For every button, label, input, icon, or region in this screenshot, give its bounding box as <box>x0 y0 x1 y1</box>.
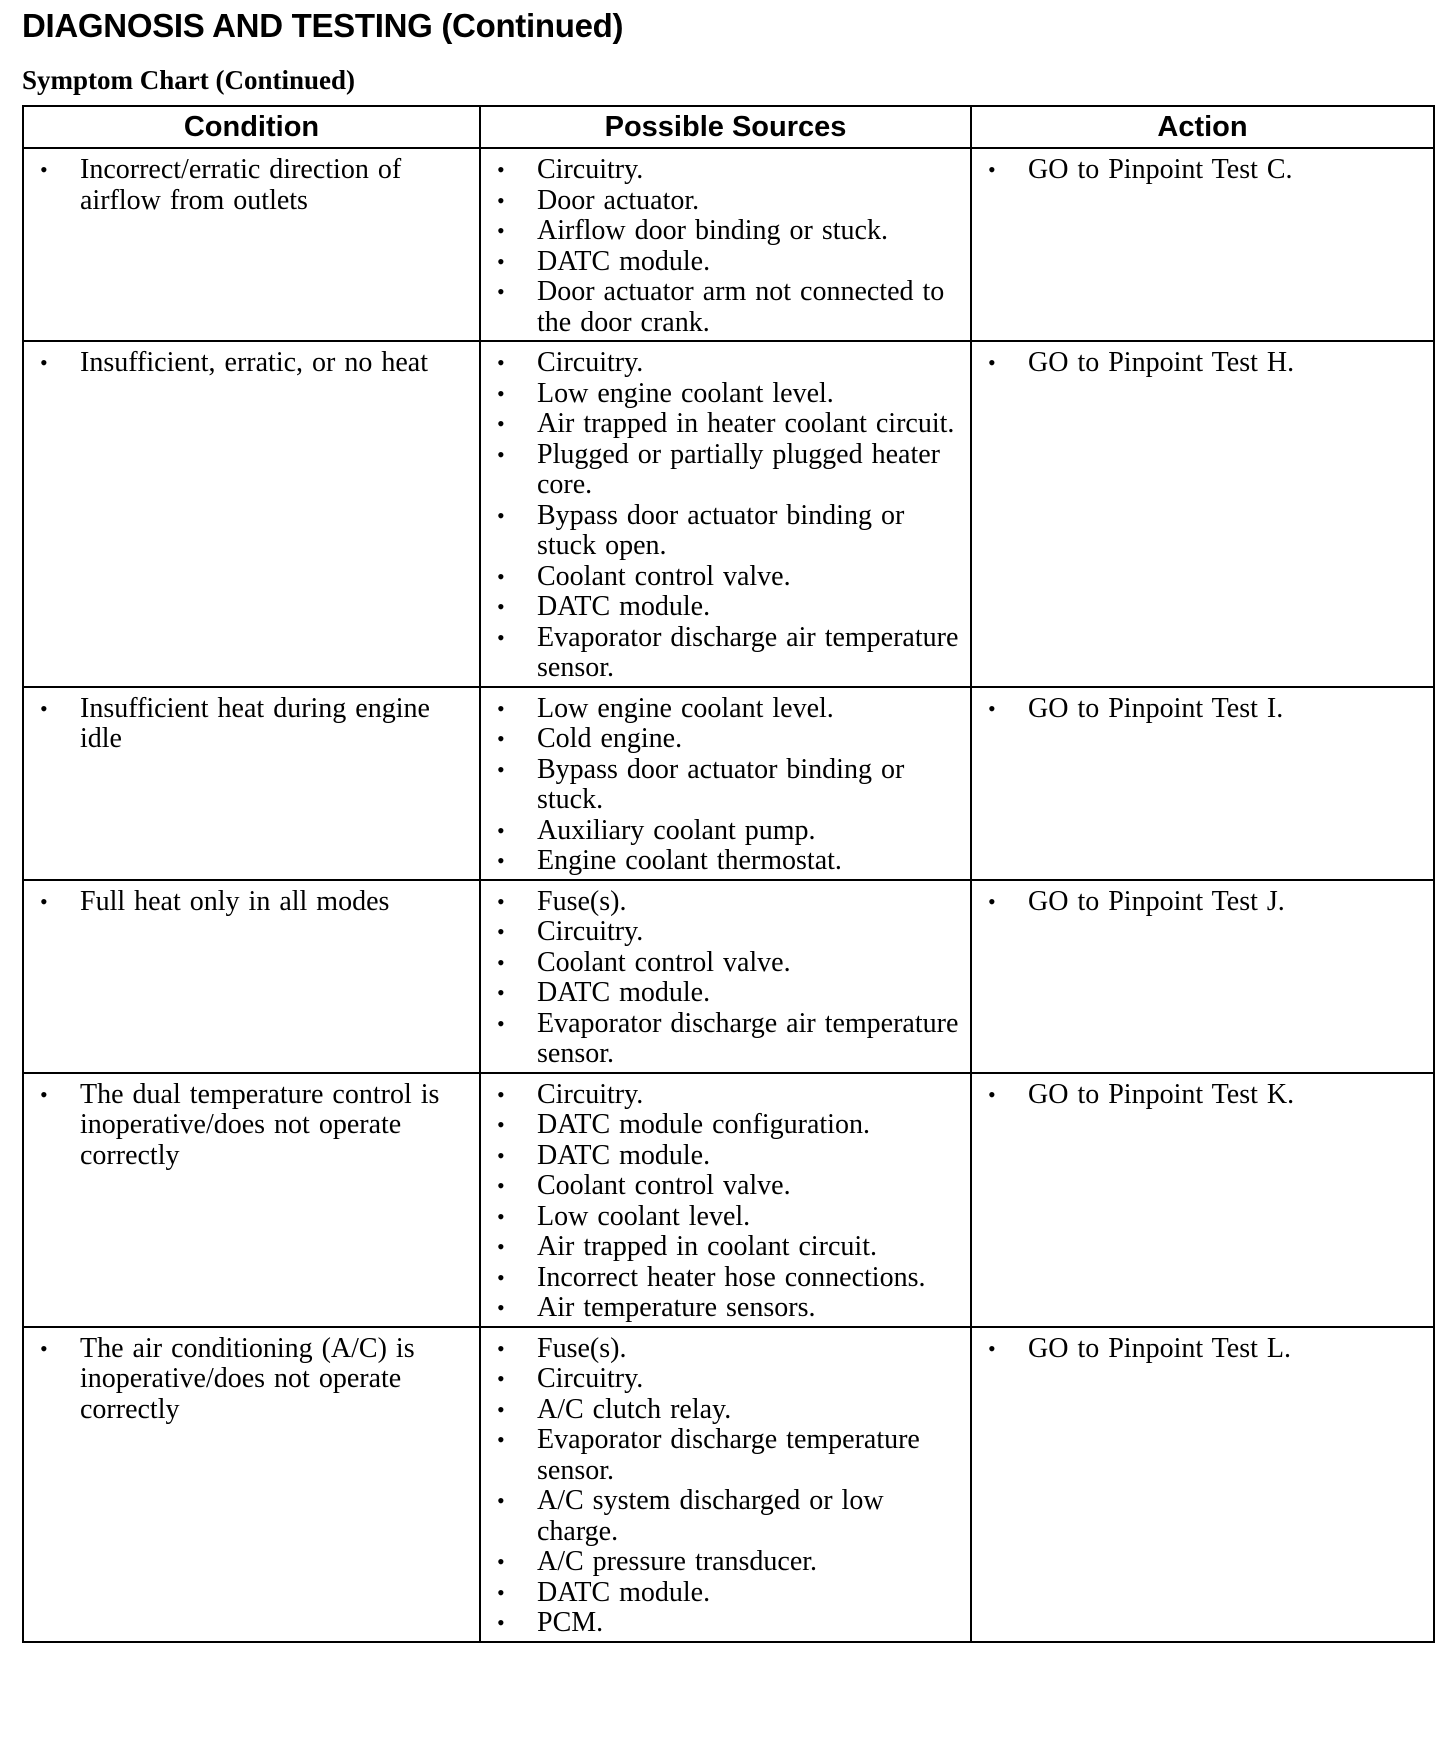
possible-sources-cell <box>480 341 971 687</box>
action-cell <box>971 687 1434 880</box>
possible-sources-cell <box>480 1073 971 1327</box>
condition-cell <box>23 148 480 341</box>
possible-source-item: • Fuse(s). <box>489 887 962 918</box>
table-row <box>23 880 1434 1073</box>
action-list <box>980 1334 1425 1365</box>
possible-sources-list <box>489 155 962 338</box>
possible-source-item: • A/C system discharged or low charge. <box>489 1486 962 1547</box>
action-list <box>980 348 1425 379</box>
chart-heading: Symptom Chart (Continued) <box>22 65 356 95</box>
possible-source-item: • Low engine coolant level. <box>489 694 962 725</box>
possible-source-item: • A/C clutch relay. <box>489 1395 962 1426</box>
possible-sources-cell <box>480 148 971 341</box>
action-cell <box>971 1073 1434 1327</box>
condition-cell <box>23 1073 480 1327</box>
action-item: • GO to Pinpoint Test I. <box>980 694 1425 725</box>
possible-sources-list <box>489 694 962 877</box>
possible-source-item: • Door actuator. <box>489 186 962 217</box>
table-row <box>23 1073 1434 1327</box>
possible-source-item: • Door actuator arm not connected to the door crank. <box>489 277 962 338</box>
possible-source-item: • Fuse(s). <box>489 1334 962 1365</box>
condition-cell <box>23 341 480 687</box>
action-list <box>980 694 1425 725</box>
possible-source-item: • PCM. <box>489 1608 962 1639</box>
possible-source-item: • Circuitry. <box>489 348 962 379</box>
condition-list <box>32 887 471 918</box>
condition-list <box>32 155 471 216</box>
action-cell <box>971 1327 1434 1642</box>
possible-sources-list <box>489 1334 962 1639</box>
action-cell <box>971 341 1434 687</box>
possible-source-item: • DATC module configuration. <box>489 1110 962 1141</box>
condition-item: • Insufficient, erratic, or no heat <box>32 348 471 379</box>
possible-source-item: • Evaporator discharge temperature sensor. <box>489 1425 962 1486</box>
action-item: • GO to Pinpoint Test L. <box>980 1334 1425 1365</box>
possible-sources-cell <box>480 880 971 1073</box>
condition-cell <box>23 1327 480 1642</box>
possible-source-item: • Air trapped in heater coolant circuit. <box>489 409 962 440</box>
table-row <box>23 687 1434 880</box>
symptom-table <box>22 105 1435 1643</box>
possible-source-item: • Air trapped in coolant circuit. <box>489 1232 962 1263</box>
possible-source-item: • Circuitry. <box>489 917 962 948</box>
condition-item: • Incorrect/erratic direction of airflow from outlets <box>32 155 471 216</box>
possible-source-item: • Engine coolant thermostat. <box>489 846 962 877</box>
header-action: Action <box>971 106 1434 148</box>
action-list <box>980 155 1425 186</box>
header-possible-sources: Possible Sources <box>480 106 971 148</box>
condition-item: • Full heat only in all modes <box>32 887 471 918</box>
condition-cell <box>23 687 480 880</box>
condition-list <box>32 694 471 755</box>
possible-source-item: • Evaporator discharge air temperature sensor. <box>489 1009 962 1070</box>
possible-source-item: • Incorrect heater hose connections. <box>489 1263 962 1294</box>
possible-source-item: • Coolant control valve. <box>489 562 962 593</box>
action-cell <box>971 148 1434 341</box>
possible-source-item: • DATC module. <box>489 1141 962 1172</box>
condition-list <box>32 1334 471 1426</box>
possible-source-item: • DATC module. <box>489 592 962 623</box>
possible-source-item: • Circuitry. <box>489 1364 962 1395</box>
table-header-row <box>23 106 1434 148</box>
condition-item: • The air conditioning (A/C) is inoperative/does not operate correctly <box>32 1334 471 1426</box>
condition-item: • The dual temperature control is inoperative/does not operate correctly <box>32 1080 471 1172</box>
action-item: • GO to Pinpoint Test J. <box>980 887 1425 918</box>
table-body <box>23 148 1434 1642</box>
possible-source-item: • Bypass door actuator binding or stuck. <box>489 755 962 816</box>
possible-source-item: • Coolant control valve. <box>489 1171 962 1202</box>
possible-source-item: • Bypass door actuator binding or stuck open. <box>489 501 962 562</box>
table-row <box>23 341 1434 687</box>
possible-sources-list <box>489 887 962 1070</box>
possible-sources-cell <box>480 687 971 880</box>
possible-source-item: • Low coolant level. <box>489 1202 962 1233</box>
possible-source-item: • A/C pressure transducer. <box>489 1547 962 1578</box>
action-cell <box>971 880 1434 1073</box>
possible-source-item: • DATC module. <box>489 247 962 278</box>
condition-item: • Insufficient heat during engine idle <box>32 694 471 755</box>
possible-sources-cell <box>480 1327 971 1642</box>
possible-source-item: • Cold engine. <box>489 724 962 755</box>
possible-source-item: • Evaporator discharge air temperature sensor. <box>489 623 962 684</box>
action-item: • GO to Pinpoint Test K. <box>980 1080 1425 1111</box>
action-list <box>980 1080 1425 1111</box>
action-item: • GO to Pinpoint Test H. <box>980 348 1425 379</box>
header-condition: Condition <box>23 106 480 148</box>
possible-source-item: • Airflow door binding or stuck. <box>489 216 962 247</box>
possible-source-item: • DATC module. <box>489 1578 962 1609</box>
possible-source-item: • Coolant control valve. <box>489 948 962 979</box>
page-heading: DIAGNOSIS AND TESTING (Continued) <box>22 7 624 44</box>
condition-cell <box>23 880 480 1073</box>
condition-list <box>32 348 471 379</box>
action-list <box>980 887 1425 918</box>
possible-source-item: • Circuitry. <box>489 155 962 186</box>
possible-source-item: • DATC module. <box>489 978 962 1009</box>
table-row <box>23 1327 1434 1642</box>
condition-list <box>32 1080 471 1172</box>
possible-sources-list <box>489 1080 962 1324</box>
possible-source-item: • Auxiliary coolant pump. <box>489 816 962 847</box>
possible-source-item: • Circuitry. <box>489 1080 962 1111</box>
possible-sources-list <box>489 348 962 684</box>
action-item: • GO to Pinpoint Test C. <box>980 155 1425 186</box>
possible-source-item: • Air temperature sensors. <box>489 1293 962 1324</box>
possible-source-item: • Plugged or partially plugged heater core. <box>489 440 962 501</box>
possible-source-item: • Low engine coolant level. <box>489 379 962 410</box>
table-row <box>23 148 1434 341</box>
